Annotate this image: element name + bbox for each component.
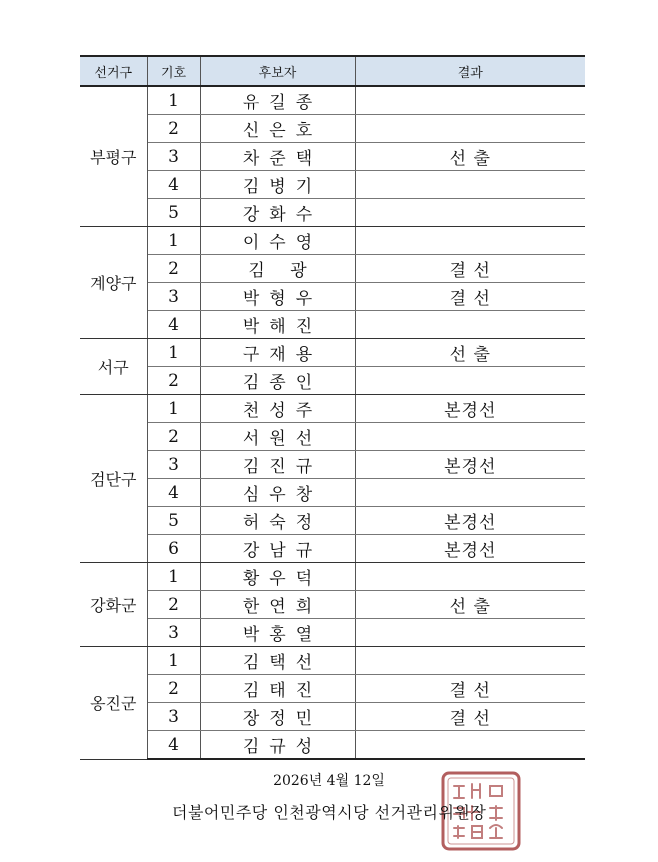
candidate-number: 6 <box>147 535 200 563</box>
candidate-result <box>355 199 585 227</box>
table-row <box>80 367 585 395</box>
candidate-number: 3 <box>147 619 200 647</box>
candidate-result <box>355 731 585 760</box>
district-name: 부평구 <box>80 86 147 227</box>
header-number: 기호 <box>147 56 200 86</box>
candidate-result: 결 선 <box>355 675 585 703</box>
candidate-result: 결 선 <box>355 283 585 311</box>
district-name: 강화군 <box>80 563 147 647</box>
table-row <box>80 703 585 731</box>
candidate-number: 4 <box>147 311 200 339</box>
candidate-name: 박형우 <box>200 283 355 311</box>
candidate-result <box>355 227 585 255</box>
table-row <box>80 451 585 479</box>
candidate-name: 강화수 <box>200 199 355 227</box>
candidate-number: 1 <box>147 563 200 591</box>
candidate-result <box>355 647 585 675</box>
candidate-number: 3 <box>147 451 200 479</box>
table-row <box>80 675 585 703</box>
candidate-name: 김 광 <box>200 255 355 283</box>
candidate-result: 선 출 <box>355 339 585 367</box>
table-row <box>80 255 585 283</box>
candidate-name: 김병기 <box>200 171 355 199</box>
candidate-result <box>355 115 585 143</box>
table-row <box>80 86 585 115</box>
header-row <box>80 56 585 86</box>
candidate-result <box>355 86 585 115</box>
candidate-name: 천성주 <box>200 395 355 423</box>
district-name: 서구 <box>80 339 147 395</box>
table-row <box>80 311 585 339</box>
candidate-number: 1 <box>147 86 200 115</box>
candidate-name: 김택선 <box>200 647 355 675</box>
candidate-result: 선 출 <box>355 591 585 619</box>
candidate-name: 이수영 <box>200 227 355 255</box>
organization-name: 더불어민주당 인천광역시당 선거관리위원장 <box>172 803 487 822</box>
district-name: 검단구 <box>80 395 147 563</box>
candidate-name: 박홍열 <box>200 619 355 647</box>
candidate-number: 3 <box>147 283 200 311</box>
table-row <box>80 479 585 507</box>
candidate-result: 결 선 <box>355 703 585 731</box>
candidate-result <box>355 423 585 451</box>
candidate-name: 유길종 <box>200 86 355 115</box>
candidate-number: 1 <box>147 227 200 255</box>
candidate-number: 2 <box>147 255 200 283</box>
candidate-result: 선 출 <box>355 143 585 171</box>
candidate-name: 강남규 <box>200 535 355 563</box>
table-row <box>80 507 585 535</box>
candidate-name: 김규성 <box>200 731 355 760</box>
results-body <box>80 86 585 759</box>
candidate-number: 1 <box>147 339 200 367</box>
candidate-result <box>355 171 585 199</box>
table-row <box>80 647 585 675</box>
candidate-name: 김태진 <box>200 675 355 703</box>
district-name: 옹진군 <box>80 647 147 760</box>
announcement-date: 2026년 4월 12일 <box>273 773 385 789</box>
header-result: 결과 <box>355 56 585 86</box>
candidate-number: 5 <box>147 199 200 227</box>
candidate-name: 구재용 <box>200 339 355 367</box>
candidate-name: 심우창 <box>200 479 355 507</box>
header-district: 선거구 <box>80 56 147 86</box>
table-row <box>80 283 585 311</box>
district-name: 계양구 <box>80 227 147 339</box>
candidate-name: 서원선 <box>200 423 355 451</box>
candidate-result <box>355 619 585 647</box>
table-row <box>80 535 585 563</box>
candidate-name: 한연희 <box>200 591 355 619</box>
candidate-number: 1 <box>147 647 200 675</box>
candidate-number: 3 <box>147 703 200 731</box>
candidate-result <box>355 563 585 591</box>
candidate-number: 5 <box>147 507 200 535</box>
candidate-result: 본경선 <box>355 451 585 479</box>
candidate-name: 신은호 <box>200 115 355 143</box>
table-row <box>80 563 585 591</box>
results-table <box>80 55 585 760</box>
table-row <box>80 423 585 451</box>
candidate-result: 본경선 <box>355 395 585 423</box>
candidate-number: 4 <box>147 731 200 760</box>
candidate-name: 차준택 <box>200 143 355 171</box>
candidate-result: 본경선 <box>355 507 585 535</box>
candidate-name: 허숙정 <box>200 507 355 535</box>
candidate-name: 김종인 <box>200 367 355 395</box>
candidate-result <box>355 479 585 507</box>
candidate-number: 1 <box>147 395 200 423</box>
candidate-number: 2 <box>147 115 200 143</box>
candidate-result <box>355 311 585 339</box>
table-row <box>80 619 585 647</box>
candidate-name: 박해진 <box>200 311 355 339</box>
candidate-number: 2 <box>147 675 200 703</box>
candidate-number: 2 <box>147 423 200 451</box>
header-candidate: 후보자 <box>200 56 355 86</box>
table-row <box>80 339 585 367</box>
table-row <box>80 115 585 143</box>
table-row <box>80 227 585 255</box>
candidate-name: 황우덕 <box>200 563 355 591</box>
candidate-result: 본경선 <box>355 535 585 563</box>
candidate-result: 결 선 <box>355 255 585 283</box>
candidate-number: 2 <box>147 367 200 395</box>
candidate-number: 4 <box>147 171 200 199</box>
table-row <box>80 395 585 423</box>
candidate-name: 김진규 <box>200 451 355 479</box>
candidate-result <box>355 367 585 395</box>
table-row <box>80 731 585 760</box>
candidate-number: 2 <box>147 591 200 619</box>
candidate-name: 장정민 <box>200 703 355 731</box>
table-row <box>80 171 585 199</box>
candidate-number: 3 <box>147 143 200 171</box>
table-row <box>80 591 585 619</box>
candidate-number: 4 <box>147 479 200 507</box>
table-row <box>80 199 585 227</box>
table-row <box>80 143 585 171</box>
